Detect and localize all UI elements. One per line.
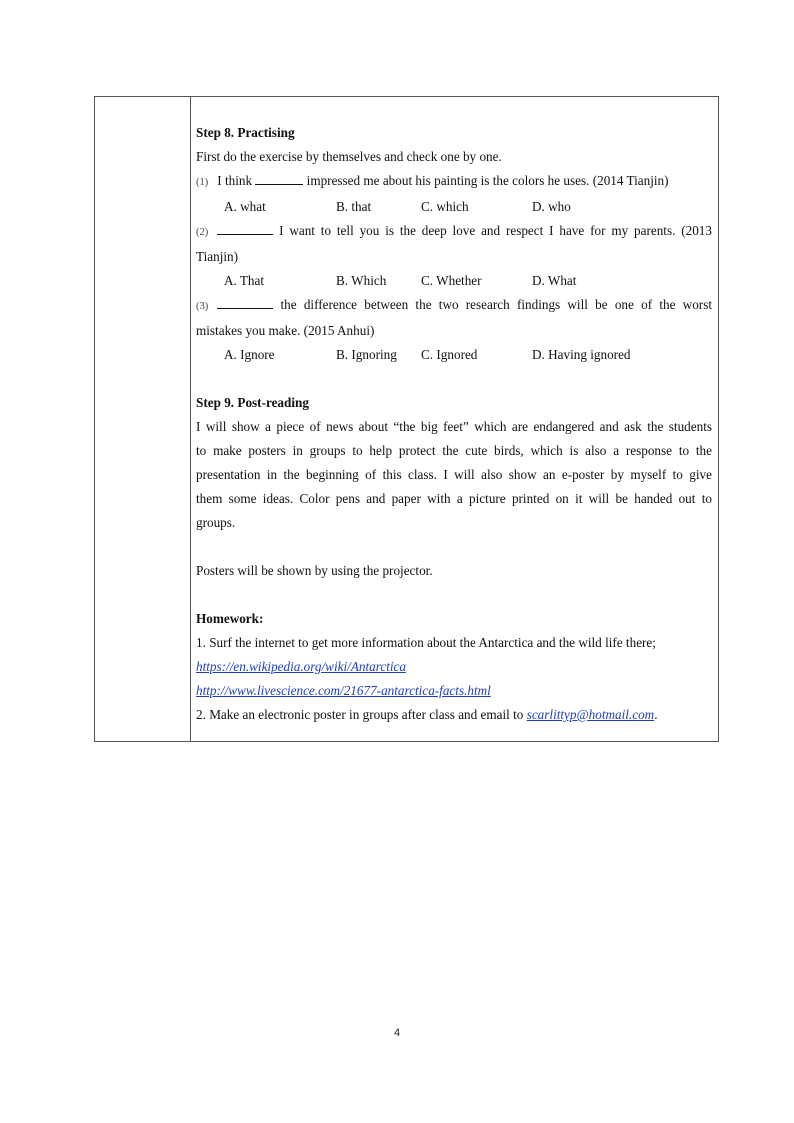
question-2-continuation: Tianjin): [196, 249, 239, 264]
step9-paragraph-line: them some ideas. Color pens and paper with a picture printed on it will be handed out to: [196, 491, 712, 506]
homework-item-2-end: .: [654, 707, 658, 722]
option-d: D. What: [532, 273, 577, 288]
question-3-options: [196, 343, 712, 367]
step9-paragraph-line: to make posters in groups to help protect the cute birds, which is also a response to the: [196, 443, 712, 458]
answer-blank: [217, 294, 273, 309]
option-a: A. what: [224, 199, 266, 214]
page-number: 4: [393, 1027, 401, 1039]
question-3-continuation: mistakes you make. (2015 Anhui): [196, 323, 375, 338]
livescience-link[interactable]: http://www.livescience.com/21677-antarctica-facts.html: [196, 683, 491, 698]
question-number: (2): [196, 227, 209, 238]
question-text-after: impressed me about his painting is the colors he uses. (2014 Tianjin): [306, 173, 669, 188]
question-text-after: the difference between the two research findings will be one of the worst: [280, 297, 712, 312]
homework-item-2: [196, 703, 712, 727]
option-d: D. who: [532, 199, 571, 214]
step9-paragraph-line: presentation in the beginning of this class. I will also show an e-poster by myself to give: [196, 467, 712, 482]
option-b: B. that: [336, 199, 372, 214]
question-number: (3): [196, 301, 209, 312]
option-c: C. Ignored: [421, 347, 478, 362]
option-d: D. Having ignored: [532, 347, 631, 362]
posters-note: Posters will be shown by using the projector.: [196, 563, 433, 578]
step9-paragraph-last-line: groups.: [196, 515, 236, 530]
column-divider: [190, 97, 191, 741]
email-link[interactable]: scarlittyp@hotmail.com: [526, 707, 655, 722]
step8-intro: First do the exercise by themselves and check one by one.: [196, 149, 502, 164]
step8-heading: Step 8. Practising: [196, 125, 295, 140]
option-a: A. That: [224, 273, 265, 288]
homework-heading: Homework:: [196, 611, 264, 626]
lesson-table: [94, 96, 719, 742]
question-number: (1): [196, 177, 209, 188]
question-text-after: I want to tell you is the deep love and respect I have for my parents. (2013: [279, 223, 712, 238]
question-1: [196, 169, 712, 195]
option-b: B. Ignoring: [336, 347, 397, 362]
question-text-before: I think: [217, 173, 253, 188]
option-a: A. Ignore: [224, 347, 275, 362]
answer-blank: [255, 170, 303, 185]
option-c: C. which: [421, 199, 469, 214]
question-3: [196, 293, 712, 319]
homework-item-2-text: 2. Make an electronic poster in groups after class and email to: [196, 707, 524, 722]
question-1-options: [196, 195, 712, 219]
option-b: B. Which: [336, 273, 387, 288]
step9-paragraph-line: I will show a piece of news about “the big feet” which are endangered and ask the students: [196, 419, 712, 434]
step9-heading: Step 9. Post-reading: [196, 395, 309, 410]
homework-item-1: 1. Surf the internet to get more information about the Antarctica and the wild life there;: [196, 635, 656, 650]
question-2-options: [196, 269, 712, 293]
content-cell: [196, 121, 712, 727]
question-2: [196, 219, 712, 245]
option-c: C. Whether: [421, 273, 482, 288]
wikipedia-link[interactable]: https://en.wikipedia.org/wiki/Antarctica: [196, 659, 406, 674]
answer-blank: [217, 220, 273, 235]
